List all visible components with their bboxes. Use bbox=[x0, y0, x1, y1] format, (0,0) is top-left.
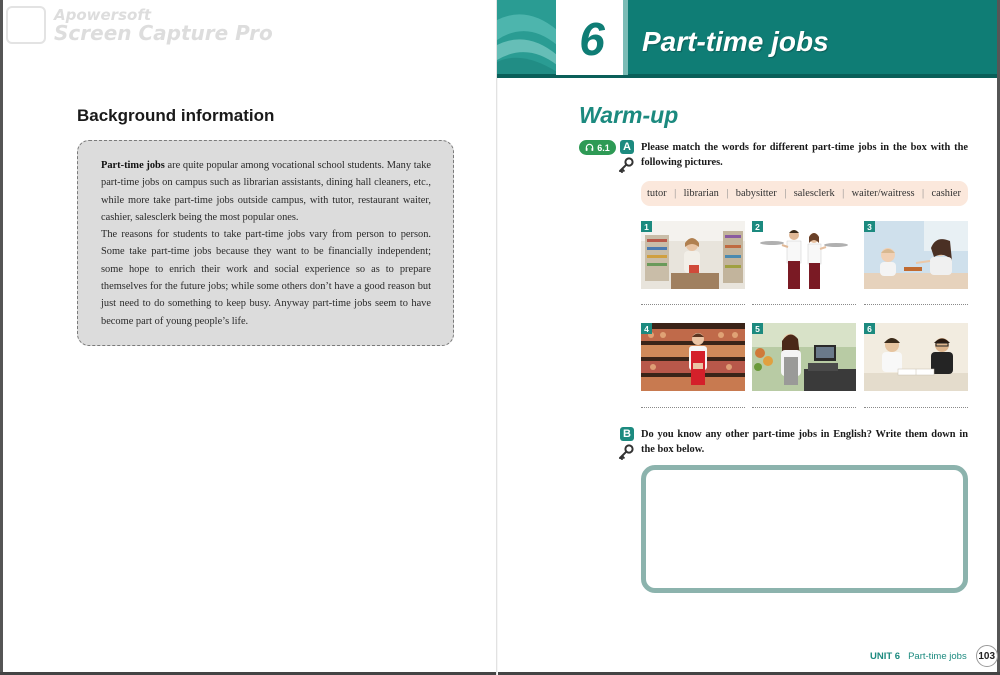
answer-line-1[interactable] bbox=[641, 304, 745, 305]
picture-4-salesclerk bbox=[641, 323, 745, 391]
background-paragraph-1-text: are quite popular among vocational school students. Many take part-time jobs on campus such as librarian assistants, dining hall cleaners, etc., while more take part-time jobs outside campus, with tutor, restaurant waiter, cashier, salesclerk being the most popular ones. bbox=[101, 160, 432, 223]
word-cashier: cashier bbox=[931, 188, 961, 199]
word-librarian: librarian bbox=[683, 188, 719, 199]
word-tutor: tutor bbox=[647, 188, 667, 199]
librarian-scene-image bbox=[641, 221, 745, 289]
task-a-badge: A bbox=[620, 140, 634, 154]
audio-track-badge[interactable] bbox=[579, 140, 616, 155]
word-babysitter: babysitter bbox=[735, 188, 777, 199]
answer-line-3[interactable] bbox=[864, 304, 968, 305]
task-a-instruction: Please match the words for different part-time jobs in the box with the following pictures. bbox=[641, 142, 968, 168]
headphones-icon bbox=[585, 143, 594, 152]
picture-number: 3 bbox=[864, 221, 875, 232]
banner-wave-decoration bbox=[497, 0, 557, 78]
picture-5-cashier bbox=[752, 323, 856, 391]
background-paragraph-2: The reasons for students to take part-time jobs vary from person to person. Some take part-time jobs because they want to be financially independent; some hope to enrich their work and social experience so as to prepare themselves for the future jobs; while some others don’t have a good reason but just need to do something to keep busy. Anyway part-time jobs seem to have become part of young people’s life. bbox=[101, 229, 431, 327]
word-waiter-waitress: waiter/waitress bbox=[851, 188, 915, 199]
picture-3-babysitter bbox=[864, 221, 968, 289]
warmup-heading: Warm-up bbox=[579, 102, 679, 128]
word-separator: | bbox=[842, 188, 845, 199]
page-edge-left bbox=[0, 0, 3, 675]
word-separator: | bbox=[726, 188, 729, 199]
answer-line-5[interactable] bbox=[752, 407, 856, 408]
page-number: 103 bbox=[976, 645, 998, 667]
task-b-answer-box[interactable] bbox=[641, 465, 968, 593]
key-icon bbox=[618, 157, 634, 173]
picture-number: 4 bbox=[641, 323, 652, 334]
background-heading: Background information bbox=[77, 106, 275, 125]
picture-number: 1 bbox=[641, 221, 652, 232]
word-separator: | bbox=[674, 188, 677, 199]
answer-line-4[interactable] bbox=[641, 407, 745, 408]
picture-number: 2 bbox=[752, 221, 763, 232]
background-info-box bbox=[77, 140, 454, 346]
babysitter-scene-image bbox=[864, 221, 968, 289]
tutor-scene-image bbox=[864, 323, 968, 391]
background-paragraph-1 bbox=[101, 157, 431, 226]
unit-number-box bbox=[556, 0, 628, 75]
word-separator: | bbox=[784, 188, 787, 199]
salesclerk-scene-image bbox=[641, 323, 745, 391]
picture-6-tutor bbox=[864, 323, 968, 391]
picture-1-librarian bbox=[641, 221, 745, 289]
picture-number: 5 bbox=[752, 323, 763, 334]
answer-line-6[interactable] bbox=[864, 407, 968, 408]
waiters-scene-image bbox=[752, 221, 856, 289]
unit-title: Part-time jobs bbox=[642, 26, 829, 57]
key-icon bbox=[618, 444, 634, 460]
task-b-badge: B bbox=[620, 427, 634, 441]
footer-title: Part-time jobs bbox=[908, 650, 967, 662]
watermark-logo bbox=[6, 6, 46, 44]
background-term: Part-time jobs bbox=[101, 160, 165, 171]
watermark-line2: Screen Capture Pro bbox=[54, 21, 273, 45]
page-gutter bbox=[496, 0, 498, 675]
answer-line-2[interactable] bbox=[752, 304, 856, 305]
word-salesclerk: salesclerk bbox=[793, 188, 835, 199]
task-b-instruction: Do you know any other part-time jobs in English? Write them down in the box below. bbox=[641, 429, 968, 455]
cashier-scene-image bbox=[752, 323, 856, 391]
page-footer bbox=[870, 645, 998, 667]
picture-number: 6 bbox=[864, 323, 875, 334]
watermark-line1: Apowersoft bbox=[54, 6, 152, 24]
audio-track-number: 6.1 bbox=[597, 142, 610, 153]
footer-unit: UNIT 6 bbox=[870, 650, 901, 662]
word-separator: | bbox=[922, 188, 925, 199]
unit-number: 6 bbox=[579, 13, 605, 65]
word-box bbox=[641, 181, 968, 206]
picture-2-waiters bbox=[752, 221, 856, 289]
